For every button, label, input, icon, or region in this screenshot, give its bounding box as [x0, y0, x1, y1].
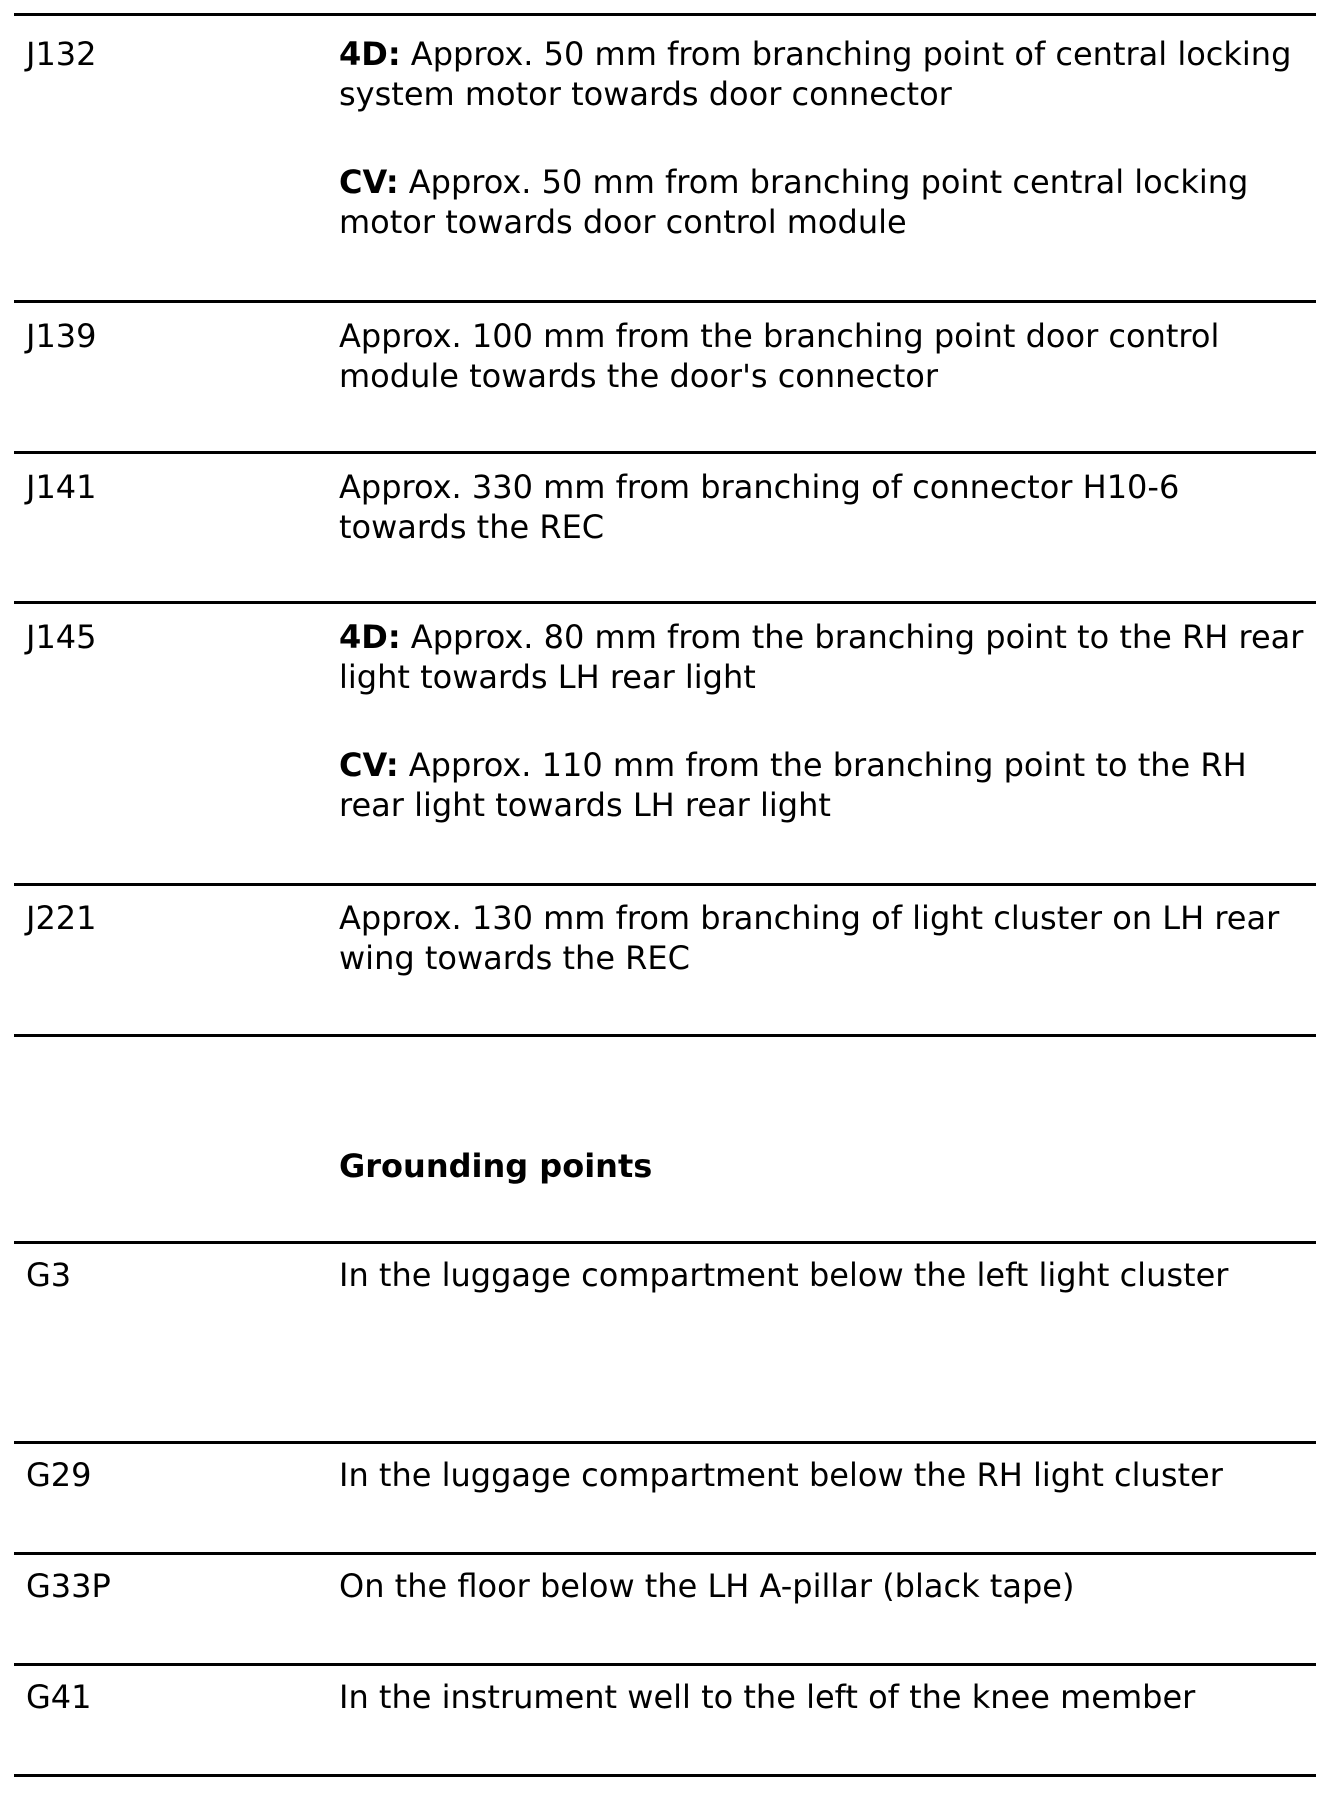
row-id: J132 [26, 35, 97, 73]
row-description [339, 467, 1309, 547]
row-id: J145 [26, 618, 97, 656]
table-rule [14, 1552, 1316, 1555]
description-text: Approx. 80 mm from the branching point to the RH rear light towards LH rear light [339, 618, 1304, 696]
row-id: J141 [26, 468, 97, 506]
row-description [339, 898, 1309, 978]
row-id: J139 [26, 317, 97, 355]
row-id: G33P [26, 1567, 111, 1605]
section-heading: Grounding points [339, 1147, 653, 1185]
row-description: In the luggage compartment below the left light cluster [339, 1256, 1229, 1294]
row-description: In the instrument well to the left of the knee member [339, 1678, 1196, 1716]
table-rule [14, 1034, 1316, 1037]
row-id: G3 [26, 1256, 72, 1294]
variant-label: CV: [339, 163, 399, 201]
table-rule [14, 300, 1316, 303]
row-description [339, 162, 1309, 242]
row-description: On the floor below the LH A-pillar (black tape) [339, 1567, 1075, 1605]
row-description [339, 34, 1309, 114]
table-rule [14, 1441, 1316, 1444]
table-rule [14, 1241, 1316, 1244]
row-description: In the luggage compartment below the RH light cluster [339, 1456, 1223, 1494]
description-text: Approx. 110 mm from the branching point to the RH rear light towards LH rear light [339, 746, 1247, 824]
variant-label: 4D: [339, 618, 401, 656]
description-text: Approx. 100 mm from the branching point door control module towards the door's connector [339, 317, 1220, 395]
table-rule [14, 451, 1316, 454]
description-text: Approx. 130 mm from branching of light cluster on LH rear wing towards the REC [339, 899, 1280, 977]
table-rule [14, 601, 1316, 604]
variant-label: 4D: [339, 35, 401, 73]
row-description [339, 745, 1309, 825]
row-id: G41 [26, 1678, 92, 1716]
table-rule [14, 13, 1316, 16]
variant-label: CV: [339, 746, 399, 784]
row-id: G29 [26, 1456, 92, 1494]
row-description [339, 617, 1309, 697]
table-rule [14, 1663, 1316, 1666]
description-text: Approx. 50 mm from branching point of central locking system motor towards door connector [339, 35, 1292, 113]
table-rule [14, 883, 1316, 886]
description-text: Approx. 330 mm from branching of connector H10-6 towards the REC [339, 468, 1180, 546]
row-description [339, 316, 1309, 396]
row-id: J221 [26, 899, 97, 937]
description-text: Approx. 50 mm from branching point central locking motor towards door control module [339, 163, 1249, 241]
table-rule [14, 1774, 1316, 1777]
